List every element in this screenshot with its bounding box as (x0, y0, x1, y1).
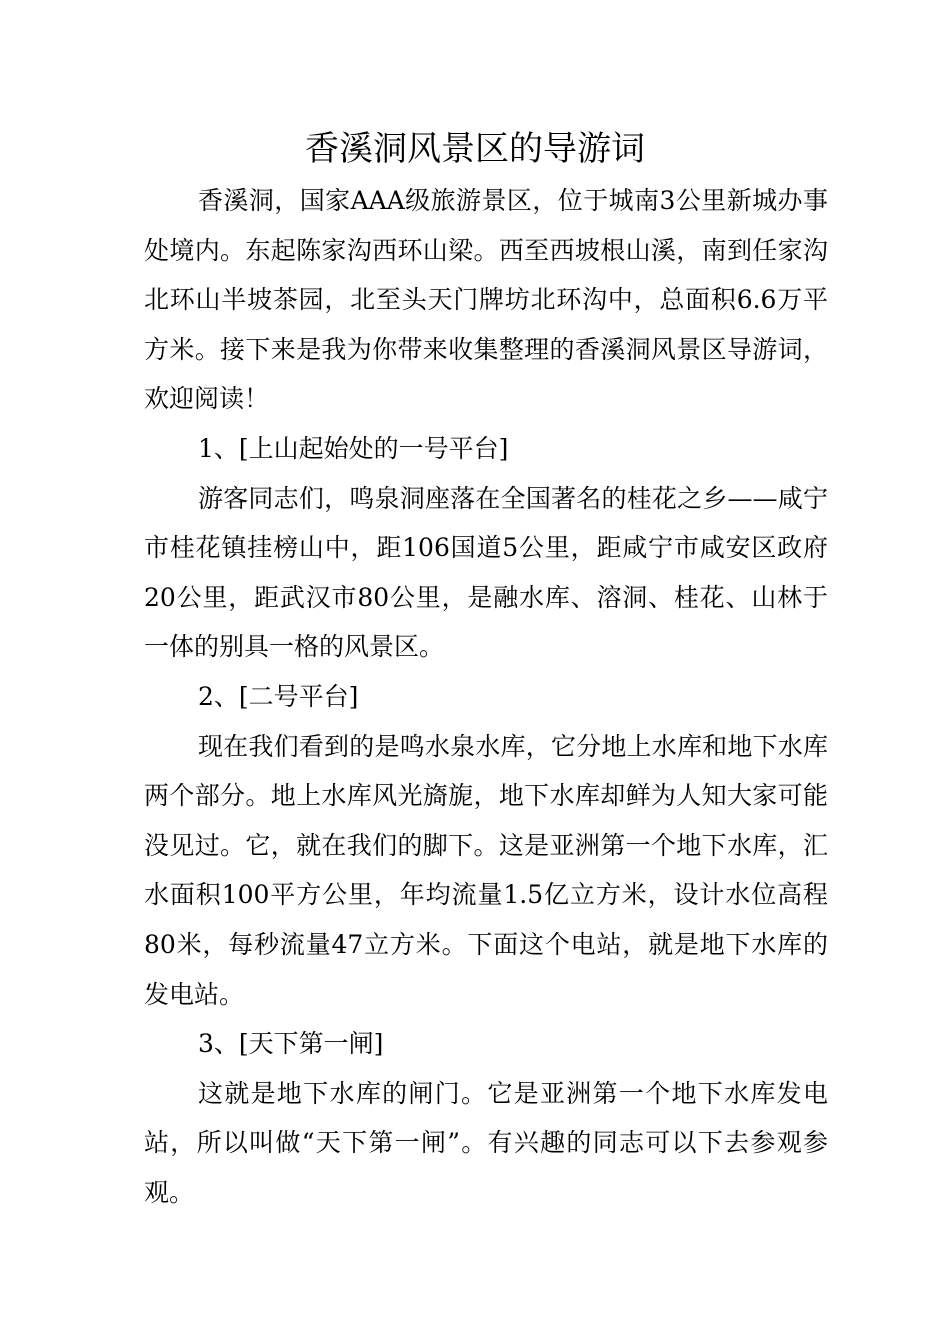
section-paragraph-1: 游客同志们，鸣泉洞座落在全国著名的桂花之乡——咸宁市桂花镇挂榜山中，距106国道5公里，距咸宁市咸安区政府20公里，距武汉市80公里，是融水库、溶洞、桂花、山林于一体的别具一格的风景区。 (144, 483, 828, 662)
document-title: 香溪洞风景区的导游词 (305, 129, 645, 169)
section-paragraph-3: 这就是地下水库的闸门。它是亚洲第一个地下水库发电站，所以叫做“天下第一闸”。有兴趣的同志可以下去参观参观。 (144, 1078, 828, 1207)
intro-paragraph: 香溪洞，国家AAA级旅游景区，位于城南3公里新城办事处境内。东起陈家沟西环山梁。西至西坡根山溪，南到任家沟北环山半坡茶园，北至头天门牌坊北环沟中，总面积6.6万平方米。接下来是我为你带来收集整理的香溪洞风景区导游词，欢迎阅读！ (144, 186, 828, 414)
document-body (144, 176, 828, 1217)
section-heading-3: 3、[天下第一闸] (198, 1029, 384, 1059)
section-paragraph-2: 现在我们看到的是鸣水泉水库，它分地上水库和地下水库两个部分。地上水库风光旖旎，地下水库却鲜为人知大家可能没见过。它，就在我们的脚下。这是亚洲第一个地下水库，汇水面积100平方公里，年均流量1.5亿立方米，设计水位高程80米，每秒流量47立方米。下面这个电站，就是地下水库的发电站。 (144, 731, 828, 1009)
section-heading-2: 2、[二号平台] (198, 681, 359, 711)
section-heading-1: 1、[上山起始处的一号平台] (198, 433, 509, 463)
